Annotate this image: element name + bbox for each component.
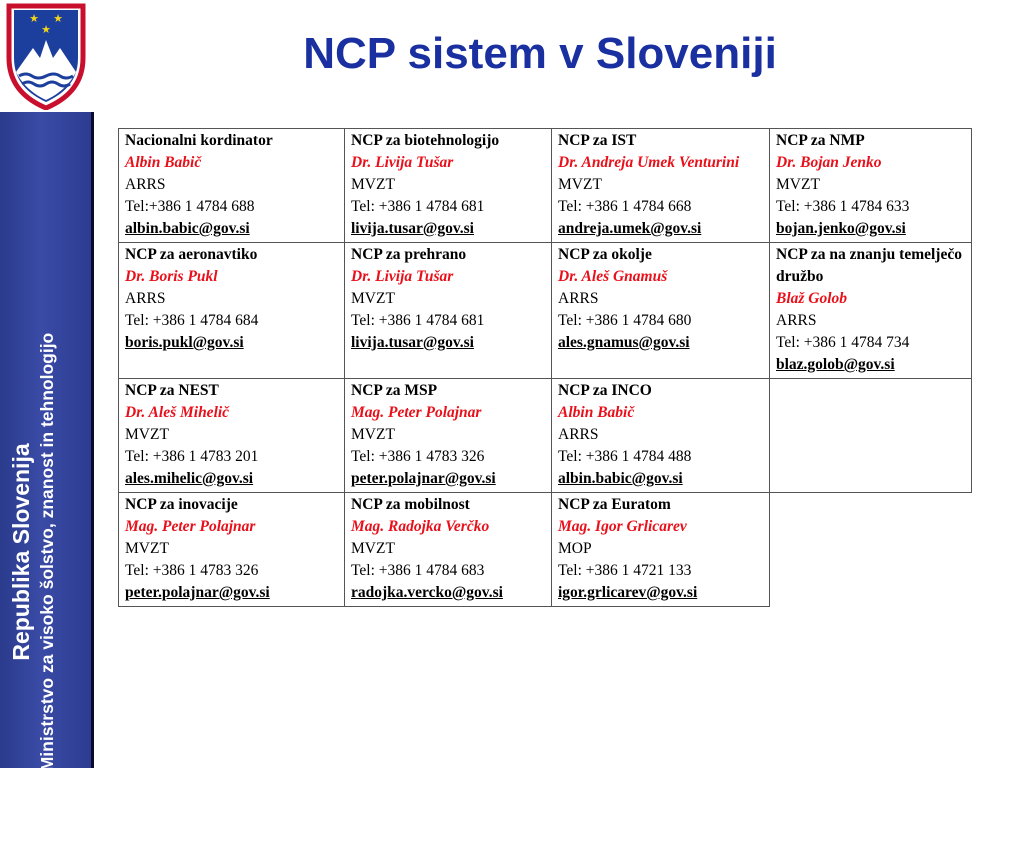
logo-area	[0, 0, 94, 112]
cell-organization: ARRS	[776, 312, 817, 329]
contact-cell	[552, 129, 770, 243]
cell-heading: NCP za biotehnologijo	[351, 132, 500, 149]
cell-person: Albin Babič	[125, 154, 202, 171]
svg-text:★: ★	[53, 13, 63, 25]
cell-organization: MVZT	[125, 426, 169, 443]
cell-organization: MVZT	[351, 176, 395, 193]
cell-email-link[interactable]: ales.mihelic@gov.si	[125, 470, 254, 487]
cell-person: Blaž Golob	[776, 290, 848, 307]
contact-cell	[345, 243, 552, 379]
cell-heading: NCP za Euratom	[558, 496, 671, 513]
contact-cell	[552, 493, 770, 607]
cell-email-link[interactable]: peter.polajnar@gov.si	[351, 470, 496, 487]
cell-phone: Tel: +386 1 4784 681	[351, 198, 485, 215]
cell-phone: Tel: +386 1 4784 734	[776, 334, 910, 351]
cell-heading: NCP za MSP	[351, 382, 438, 399]
cell-person: Dr. Aleš Mihelič	[125, 404, 230, 421]
cell-heading: NCP za IST	[558, 132, 637, 149]
cell-person: Albin Babič	[558, 404, 635, 421]
contact-cell	[345, 129, 552, 243]
sidebar-line-ministry: Ministrstvo za visoko šolstvo, znanost in tehnologijo	[37, 332, 57, 772]
cell-email-link[interactable]: radojka.vercko@gov.si	[351, 584, 503, 601]
cell-heading: NCP za na znanju temelječo družbo	[776, 246, 962, 285]
cell-phone: Tel: +386 1 4784 681	[351, 312, 485, 329]
cell-email-link[interactable]: peter.polajnar@gov.si	[125, 584, 270, 601]
cell-heading: NCP za INCO	[558, 382, 652, 399]
cell-person: Mag. Peter Polajnar	[351, 404, 482, 421]
cell-person: Dr. Livija Tušar	[351, 154, 454, 171]
cell-organization: ARRS	[125, 290, 166, 307]
empty-cell	[770, 379, 972, 493]
cell-email-link[interactable]: blaz.golob@gov.si	[776, 356, 895, 373]
cell-person: Dr. Bojan Jenko	[776, 154, 882, 171]
cell-heading: NCP za NEST	[125, 382, 219, 399]
cell-heading: Nacionalni kordinator	[125, 132, 273, 149]
cell-email-link[interactable]: ales.gnamus@gov.si	[558, 334, 690, 351]
cell-organization: ARRS	[125, 176, 166, 193]
cell-person: Dr. Andreja Umek Venturini	[558, 154, 740, 171]
cell-organization: ARRS	[558, 426, 599, 443]
cell-email-link[interactable]: boris.pukl@gov.si	[125, 334, 244, 351]
contact-cell	[770, 129, 972, 243]
cell-phone: Tel:+386 1 4784 688	[125, 198, 255, 215]
cell-phone: Tel: +386 1 4784 668	[558, 198, 692, 215]
cell-person: Dr. Livija Tušar	[351, 268, 454, 285]
cell-phone: Tel: +386 1 4784 683	[351, 562, 485, 579]
cell-organization: MVZT	[558, 176, 602, 193]
ncp-contact-table	[118, 128, 972, 607]
contact-cell	[119, 493, 345, 607]
cell-heading: NCP za aeronavtiko	[125, 246, 258, 263]
cell-phone: Tel: +386 1 4784 680	[558, 312, 692, 329]
cell-organization: MOP	[558, 540, 592, 557]
cell-phone: Tel: +386 1 4784 684	[125, 312, 259, 329]
cell-person: Dr. Aleš Gnamuš	[558, 268, 668, 285]
cell-organization: MVZT	[125, 540, 169, 557]
contact-cell	[119, 379, 345, 493]
cell-organization: MVZT	[351, 290, 395, 307]
contact-cell	[119, 129, 345, 243]
sidebar-caption	[7, 252, 87, 852]
sidebar-band	[0, 112, 94, 772]
cell-phone: Tel: +386 1 4783 201	[125, 448, 259, 465]
page-title: NCP sistem v Sloveniji	[303, 29, 777, 78]
contact-cell	[345, 379, 552, 493]
cell-email-link[interactable]: bojan.jenko@gov.si	[776, 220, 906, 237]
cell-email-link[interactable]: albin.babic@gov.si	[558, 470, 683, 487]
cell-email-link[interactable]: livija.tusar@gov.si	[351, 334, 474, 351]
cell-person: Mag. Peter Polajnar	[125, 518, 256, 535]
contact-cell	[119, 243, 345, 379]
table-row	[119, 129, 972, 243]
cell-heading: NCP za prehrano	[351, 246, 467, 263]
contact-cell	[552, 243, 770, 379]
cell-email-link[interactable]: igor.grlicarev@gov.si	[558, 584, 698, 601]
outside-cell	[770, 493, 972, 607]
cell-heading: NCP za NMP	[776, 132, 865, 149]
table-row	[119, 379, 972, 493]
svg-text:★: ★	[41, 24, 51, 36]
cell-email-link[interactable]: albin.babic@gov.si	[125, 220, 250, 237]
cell-organization: MVZT	[351, 540, 395, 557]
table-row	[119, 493, 972, 607]
cell-email-link[interactable]: andreja.umek@gov.si	[558, 220, 702, 237]
cell-organization: MVZT	[351, 426, 395, 443]
cell-heading: NCP za inovacije	[125, 496, 238, 513]
coat-of-arms-icon	[3, 2, 89, 110]
contact-cell	[770, 243, 972, 379]
cell-person: Mag. Radojka Verčko	[351, 518, 490, 535]
cell-organization: ARRS	[558, 290, 599, 307]
cell-heading: NCP za mobilnost	[351, 496, 470, 513]
cell-phone: Tel: +386 1 4783 326	[125, 562, 259, 579]
table-row	[119, 243, 972, 379]
cell-phone: Tel: +386 1 4783 326	[351, 448, 485, 465]
cell-organization: MVZT	[776, 176, 820, 193]
sidebar-line-republic: Republika Slovenija	[8, 443, 34, 661]
cell-person: Dr. Boris Pukl	[125, 268, 218, 285]
contact-cell	[552, 379, 770, 493]
contact-cell	[345, 493, 552, 607]
cell-heading: NCP za okolje	[558, 246, 652, 263]
svg-text:★: ★	[29, 13, 39, 25]
cell-person: Mag. Igor Grlicarev	[558, 518, 687, 535]
cell-phone: Tel: +386 1 4721 133	[558, 562, 692, 579]
cell-phone: Tel: +386 1 4784 488	[558, 448, 692, 465]
cell-phone: Tel: +386 1 4784 633	[776, 198, 910, 215]
cell-email-link[interactable]: livija.tusar@gov.si	[351, 220, 474, 237]
